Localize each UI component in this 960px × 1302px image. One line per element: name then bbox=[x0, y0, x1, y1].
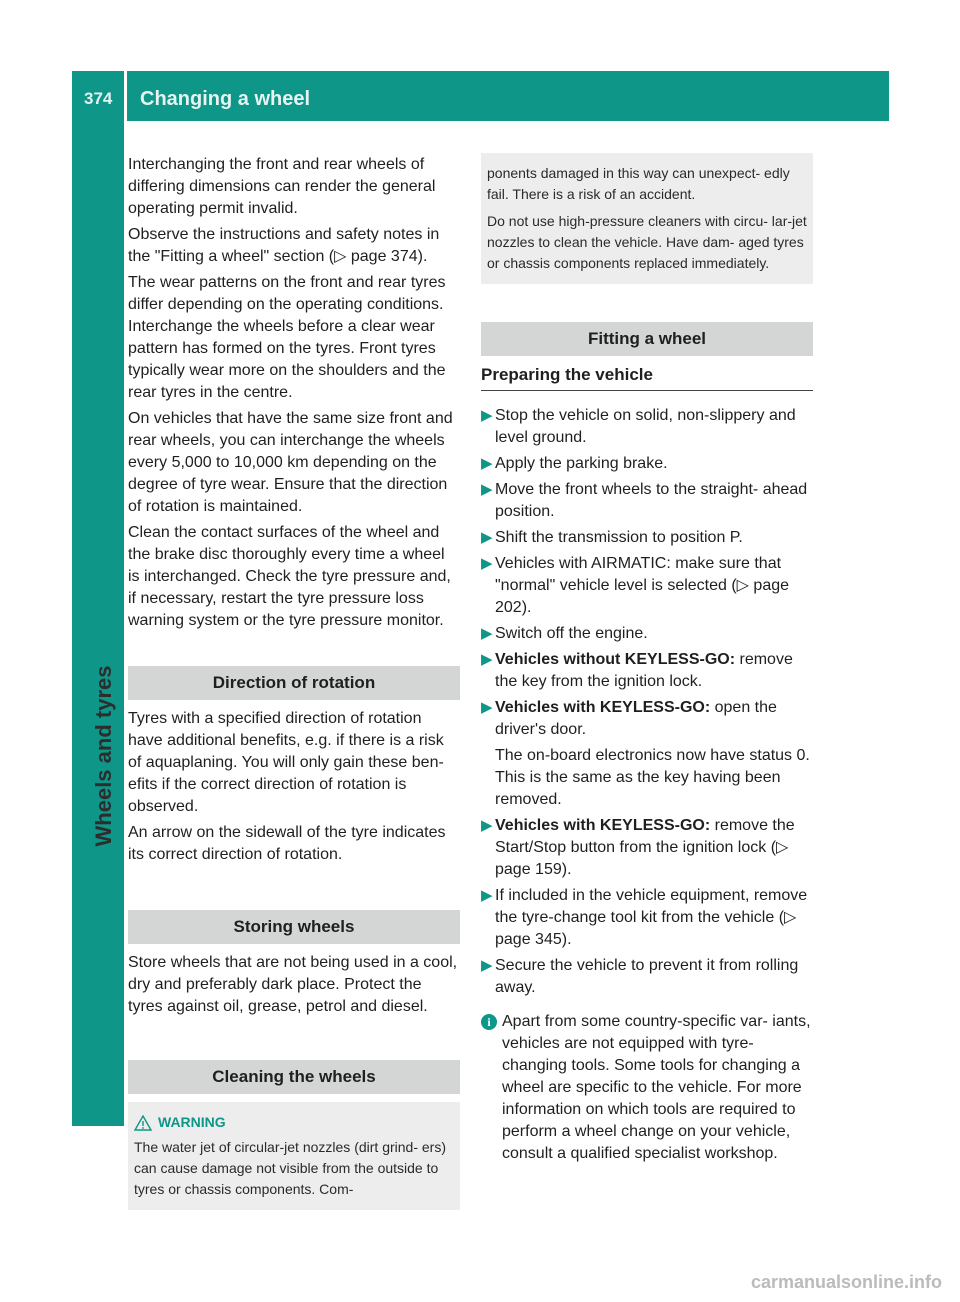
warning-text: Do not use high-pressure cleaners with circu- lar-jet nozzles to clean the vehicle. Have dam- aged tyres or chassis components replaced immediately. bbox=[487, 213, 807, 271]
watermark: carmanualsonline.info bbox=[750, 1272, 942, 1292]
section-heading-storing: Storing wheels bbox=[128, 910, 460, 944]
page-header bbox=[72, 71, 889, 121]
warning-box-continued bbox=[481, 153, 813, 284]
list-item bbox=[481, 697, 813, 741]
section-heading-cleaning: Cleaning the wheels bbox=[128, 1060, 460, 1094]
section-heading-fitting: Fitting a wheel bbox=[481, 322, 813, 356]
left-column bbox=[128, 154, 460, 1210]
warning-triangle-icon bbox=[134, 1115, 152, 1131]
step-result-text: The on-board electronics now have status 0. This is the same as the key having been removed. bbox=[495, 747, 810, 808]
step-text: Vehicles with AIRMATIC: make sure that "normal" vehicle level is selected (▷ page 202). bbox=[495, 555, 790, 616]
arrow-step-icon: ▶ bbox=[481, 699, 493, 716]
list-item bbox=[481, 745, 813, 811]
right-column bbox=[481, 153, 813, 1165]
paragraph bbox=[128, 224, 460, 268]
step-rest: open the driver's door. bbox=[495, 699, 777, 738]
info-text: Apart from some country-specific var- iants, vehicles are not equipped with tyre- changing tools. Some tools for changing a wheel are specific to the vehicle. For more information on which tools are required to perform a wheel change on your vehicle, consult a qualified specialist workshop. bbox=[502, 1013, 811, 1162]
steps-list bbox=[481, 405, 813, 999]
arrow-step-icon: ▶ bbox=[481, 481, 493, 498]
step-text: Apply the parking brake. bbox=[495, 455, 668, 472]
step-text bbox=[495, 649, 813, 693]
list-item bbox=[481, 405, 813, 449]
section-heading-direction: Direction of rotation bbox=[128, 666, 460, 700]
arrow-step-icon: ▶ bbox=[481, 651, 493, 668]
list-item bbox=[481, 553, 813, 619]
step-bold: Vehicles without KEYLESS-GO: bbox=[495, 651, 736, 668]
warning-box bbox=[128, 1102, 460, 1210]
paragraph: Interchanging the front and rear wheels of differing dimensions can render the general operating permit invalid. bbox=[128, 156, 436, 217]
arrow-step-icon: ▶ bbox=[481, 957, 493, 974]
step-text: Secure the vehicle to prevent it from rolling away. bbox=[495, 957, 799, 996]
arrow-step-icon: ▶ bbox=[481, 555, 493, 572]
list-item bbox=[481, 453, 813, 475]
list-item bbox=[481, 815, 813, 881]
step-text: Shift the transmission to position P. bbox=[495, 529, 743, 546]
warning-title bbox=[134, 1112, 454, 1133]
subheading-preparing: Preparing the vehicle bbox=[481, 364, 813, 391]
step-text: If included in the vehicle equipment, remove the tyre-change tool kit from the vehicle (▷ page 345). bbox=[495, 887, 808, 948]
warning-text: The water jet of circular-jet nozzles (dirt grind- ers) can cause damage not visible from the outside to tyres or chassis components. Com- bbox=[134, 1139, 446, 1197]
list-item bbox=[481, 885, 813, 951]
step-rest: remove the key from the ignition lock. bbox=[495, 651, 793, 690]
warning-text: ponents damaged in this way can unexpect- edly fail. There is a risk of an accident. bbox=[487, 165, 790, 202]
paragraph: Store wheels that are not being used in a cool, dry and preferably dark place. Protect the tyres against oil, grease, petrol and diesel. bbox=[128, 954, 458, 1015]
arrow-step-icon: ▶ bbox=[481, 455, 493, 472]
paragraph: Clean the contact surfaces of the wheel and the brake disc thoroughly every time a wheel is interchanged. Check the tyre pressure and, if necessary, restart the tyre pressure loss warning system or the tyre pressure monitor. bbox=[128, 524, 451, 629]
paragraph-text: Observe the instructions and safety notes in the "Fitting a wheel" section (▷ page 374). bbox=[128, 226, 440, 265]
side-tab-strip bbox=[72, 121, 124, 1126]
step-text: Stop the vehicle on solid, non-slippery and level ground. bbox=[495, 407, 796, 446]
paragraph: Tyres with a specified direction of rotation have additional benefits, e.g. if there is a risk of aquaplaning. You will only gain these ben- efits if the correct direction of rotation is observed. bbox=[128, 710, 444, 815]
paragraph: An arrow on the sidewall of the tyre indicates its correct direction of rotation. bbox=[128, 824, 446, 863]
step-bold: Vehicles with KEYLESS-GO: bbox=[495, 817, 711, 834]
warning-label: WARNING bbox=[158, 1114, 226, 1130]
list-item bbox=[481, 649, 813, 693]
list-item bbox=[481, 623, 813, 645]
paragraph: The wear patterns on the front and rear tyres differ depending on the operating conditions. Interchange the wheels before a clear wear pattern has formed on the tyres. Front tyres typically wear more on the shoulders and the rear tyres in the centre. bbox=[128, 274, 446, 401]
page-title: Changing a wheel bbox=[140, 88, 311, 110]
step-text: Move the front wheels to the straight- ahead position. bbox=[495, 481, 808, 520]
step-rest: remove the Start/Stop button from the ignition lock (▷ page 159). bbox=[495, 817, 795, 878]
list-item bbox=[481, 955, 813, 999]
list-item bbox=[481, 479, 813, 523]
list-item bbox=[481, 527, 813, 549]
step-text: Switch off the engine. bbox=[495, 625, 648, 642]
arrow-step-icon: ▶ bbox=[481, 529, 493, 546]
arrow-step-icon: ▶ bbox=[481, 625, 493, 642]
header-divider bbox=[124, 71, 127, 121]
step-text bbox=[495, 697, 813, 741]
page-number: 374 bbox=[84, 89, 113, 108]
step-text bbox=[495, 815, 813, 881]
info-icon: i bbox=[481, 1014, 497, 1030]
side-tab-label: Wheels and tyres bbox=[91, 665, 116, 847]
arrow-step-icon: ▶ bbox=[481, 817, 493, 834]
arrow-step-icon: ▶ bbox=[481, 407, 493, 424]
paragraph: On vehicles that have the same size front and rear wheels, you can interchange the wheels every 5,000 to 10,000 km depending on the degree of tyre wear. Ensure that the direction of rotation is maintained. bbox=[128, 410, 453, 515]
info-note bbox=[481, 1011, 813, 1165]
step-bold: Vehicles with KEYLESS-GO: bbox=[495, 699, 711, 716]
arrow-step-icon: ▶ bbox=[481, 887, 493, 904]
